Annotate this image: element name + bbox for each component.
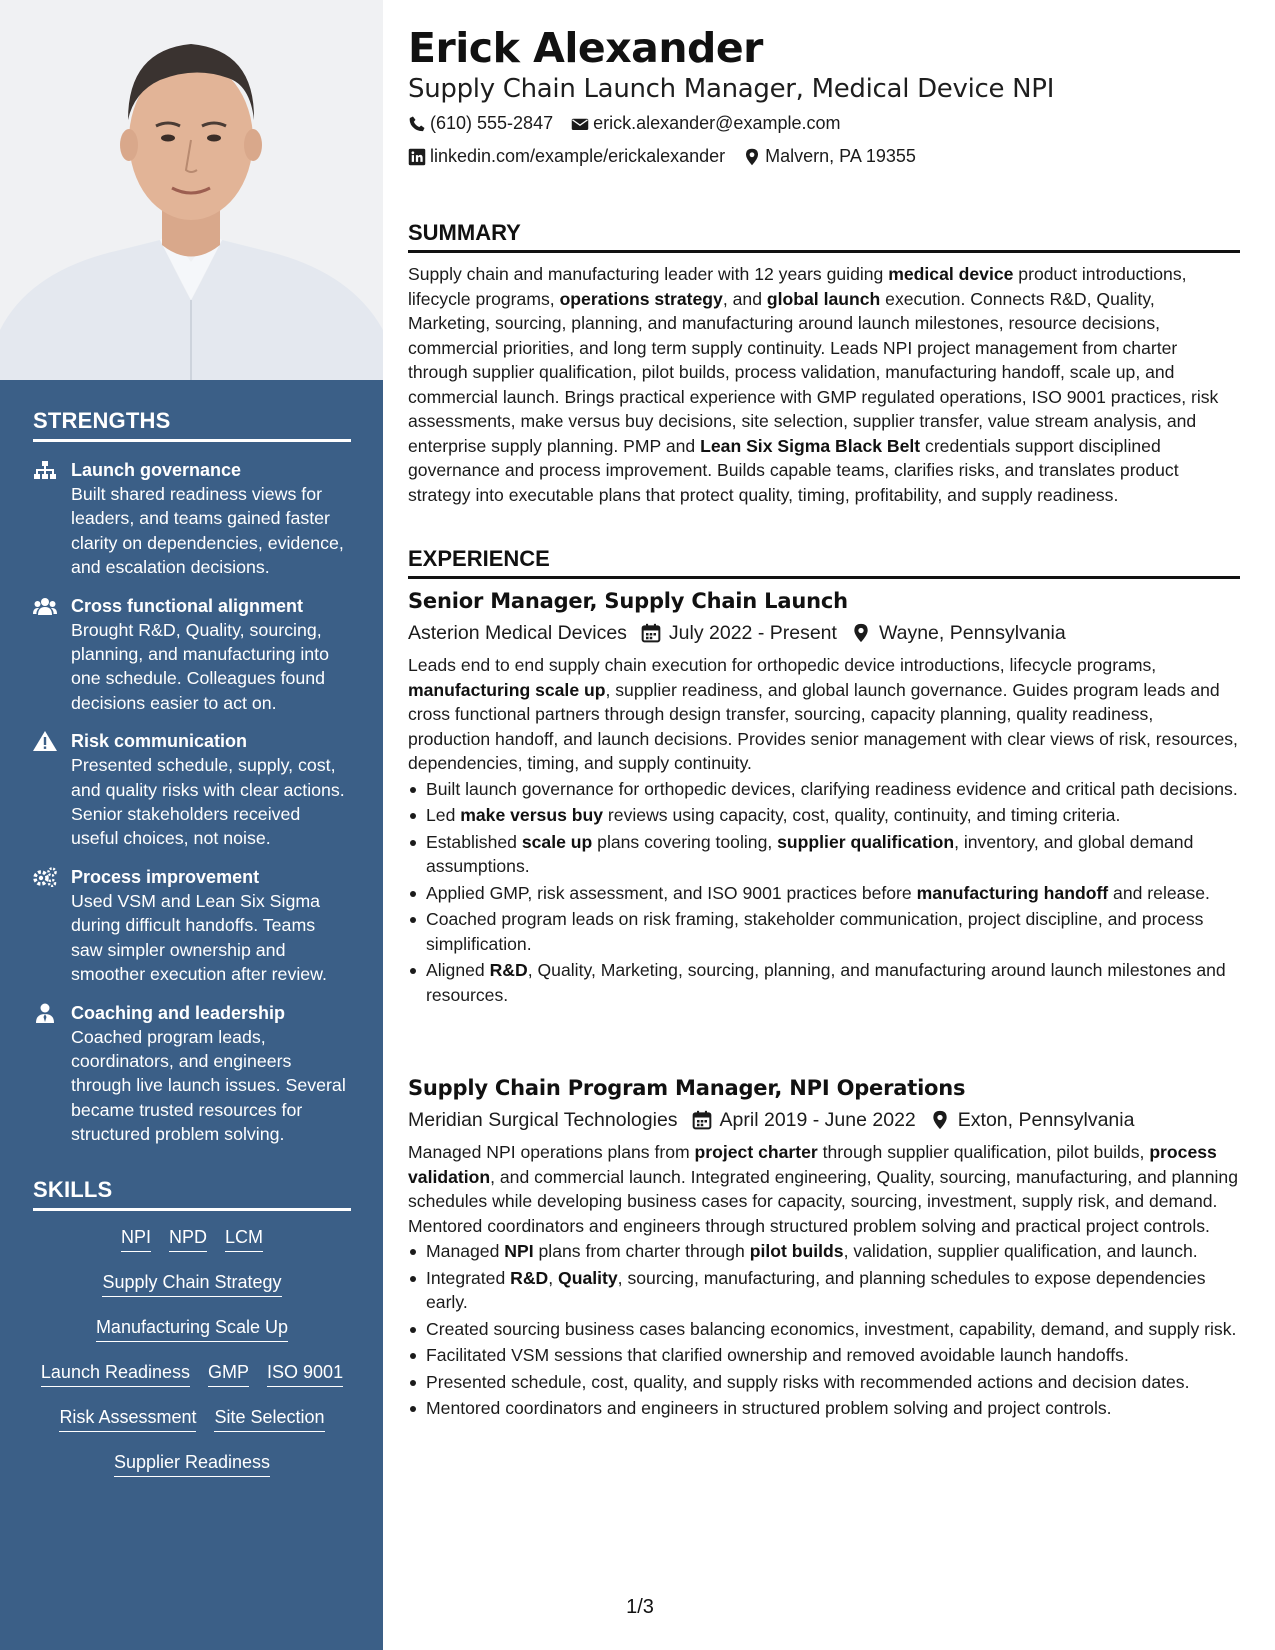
strength-desc: Presented schedule, supply, cost, and quality risks with clear actions. Senior stakeholders received useful choices, not noise.: [71, 755, 345, 849]
bullet-item: Created sourcing business cases balancing economics, investment, capability, demand, and supply risk.: [408, 1317, 1240, 1342]
bold-text: project charter: [694, 1142, 818, 1162]
job-entry: [408, 1073, 1240, 1423]
summary-heading: SUMMARY: [408, 220, 1240, 253]
bold-text: pilot builds: [749, 1241, 844, 1261]
job-company: [408, 1106, 678, 1134]
bold-text: process validation: [408, 1142, 1217, 1187]
skill-row: [33, 1359, 351, 1404]
skill-tag: Risk Assessment: [59, 1404, 196, 1432]
linkedin-text: linkedin.com/example/erickalexander: [430, 146, 726, 166]
strength-title: Launch governance: [71, 460, 242, 480]
strength-desc: Coached program leads, coordinators, and engineers through live launch issues. Several became trusted resources for structured problem solving.: [71, 1026, 346, 1145]
strength-item: [33, 729, 351, 851]
skills-section: [33, 1177, 351, 1494]
strength-item: [33, 458, 351, 580]
warning-icon: [33, 731, 57, 751]
job-title: Supply Chain Program Manager, NPI Operations: [408, 1076, 966, 1100]
bullet-item: Facilitated VSM sessions that clarified ownership and removed avoidable launch handoffs.: [408, 1343, 1240, 1368]
strength-item: [33, 1001, 351, 1147]
strengths-heading: STRENGTHS: [33, 408, 351, 442]
location-text: Wayne, Pennsylvania: [878, 622, 1066, 644]
company-text: Meridian Surgical Technologies: [408, 1109, 678, 1131]
bullet-item: Applied GMP, risk assessment, and ISO 9001 practices before manufacturing handoff and release.: [408, 881, 1240, 906]
job-dates: [641, 619, 837, 647]
bold-text: Lean Six Sigma Black Belt: [700, 435, 921, 456]
map-pin-icon: [930, 1110, 950, 1130]
skill-row: [33, 1269, 351, 1314]
gears-icon: [33, 867, 57, 887]
bullet-item: Managed NPI plans from charter through pilot builds, validation, supplier qualification, and launch.: [408, 1239, 1240, 1264]
skill-row: [33, 1314, 351, 1359]
bold-text: global launch: [766, 288, 881, 309]
summary-text: Supply chain and manufacturing leader with 12 years guiding medical device product introductions, lifecycle programs, operations strategy, and global launch execution. Connects R&D, Quality, Marketing, sourcing, planning, and manufacturing around launch milestones, resource decisions, commercial priorities, and long term supply continuity. Leads NPI project management from charter through supplier qualification, pilot builds, process validation, manufacturing handoff, scale up, and commercial launch. Brings practical experience with GMP regulated operations, ISO 9001 practices, risk assessments, make versus buy decisions, site selection, supplier transfer, value stream analysis, and enterprise supply planning. PMP and Lean Six Sigma Black Belt credentials support disciplined governance and process improvement. Builds capable teams, clarifies risks, and translates product strategy into executable plans that protect quality, timing, profitability, and supply readiness.: [408, 264, 1219, 505]
bold-text: Quality: [558, 1267, 618, 1288]
skill-tag: Supply Chain Strategy: [102, 1269, 281, 1297]
phone-icon: [408, 115, 426, 133]
bullet-item: Presented schedule, cost, quality, and supply risks with recommended actions and decision dates.: [408, 1370, 1240, 1395]
skill-tag: Site Selection: [214, 1404, 324, 1432]
candidate-name: Erick Alexander: [408, 24, 763, 72]
user-tie-icon: [33, 1003, 57, 1023]
skill-row: [33, 1224, 351, 1269]
skill-row: [33, 1449, 351, 1494]
job-description: Leads end to end supply chain execution for orthopedic device introductions, lifecycle programs, manufacturing scale up, supplier readiness, and global launch governance. Guides program leads and cross functional partners through design transfer, sourcing, capacity planning, quality readiness, production handoff, and launch decisions. Provides senior management with clear views of risk, resources, dependencies, timing, and supply continuity.: [408, 655, 1238, 773]
strength-title: Risk communication: [71, 731, 248, 752]
skill-tag: Manufacturing Scale Up: [96, 1314, 288, 1342]
strength-item: [33, 594, 351, 716]
bold-text: make versus buy: [460, 805, 604, 825]
location-text: Exton, Pennsylvania: [957, 1109, 1135, 1131]
map-pin-icon: [851, 623, 871, 643]
bullet-item: Established scale up plans covering tooling, supplier qualification, inventory, and global demand assumptions.: [408, 830, 1240, 879]
sidebar: [0, 0, 383, 1650]
skill-tag: Supplier Readiness: [114, 1449, 270, 1477]
experience-heading: EXPERIENCE: [408, 546, 1240, 579]
contact-linkedin[interactable]: [408, 146, 725, 167]
bullet-item: Integrated R&D, Quality, sourcing, manufacturing, and planning schedules to expose dependencies early.: [408, 1266, 1240, 1315]
bold-text: scale up: [521, 831, 593, 852]
bullet-item: Led make versus buy reviews using capacity, cost, quality, continuity, and timing criteria.: [408, 803, 1240, 828]
job-title: Senior Manager, Supply Chain Launch: [408, 589, 848, 613]
strength-desc: Used VSM and Lean Six Sigma during difficult handoffs. Teams saw simpler ownership and smoother execution after review.: [71, 890, 327, 985]
strength-title: Cross functional alignment: [71, 595, 304, 616]
job-meta: [408, 619, 1240, 647]
location-text: Malvern, PA 19355: [765, 146, 916, 166]
page-number: 1/3: [626, 1596, 654, 1618]
bold-text: manufacturing handoff: [916, 882, 1109, 903]
strengths-list: [33, 458, 351, 1147]
job-dates: [692, 1106, 916, 1134]
calendar-icon: [641, 623, 661, 643]
linkedin-icon: [408, 148, 426, 166]
skill-tag: GMP: [208, 1359, 249, 1387]
skill-tag: ISO 9001: [267, 1359, 343, 1387]
dates-text: July 2022 - Present: [668, 622, 837, 644]
strength-item: [33, 865, 351, 987]
skills-heading: SKILLS: [33, 1177, 351, 1211]
calendar-icon: [692, 1110, 712, 1130]
job-location: [930, 1106, 1135, 1134]
bold-text: medical device: [888, 264, 1014, 284]
bullet-item: Built launch governance for orthopedic devices, clarifying readiness evidence and critical path decisions.: [408, 777, 1240, 802]
bullet-item: Mentored coordinators and engineers in structured problem solving and project controls.: [408, 1396, 1240, 1421]
skill-tag: NPI: [121, 1224, 151, 1252]
job-meta: [408, 1106, 1240, 1134]
job-description: Managed NPI operations plans from project charter through supplier qualification, pilot builds, process validation, and commercial launch. Integrated engineering, Quality, sourcing, manufacturing, and planning schedules while developing business cases for capacity, sourcing, investment, supply risk, and demand. Mentored coordinators and engineers through structured problem solving and practical project controls.: [408, 1142, 1238, 1236]
candidate-headline: Supply Chain Launch Manager, Medical Device NPI: [408, 74, 1055, 104]
skill-row: [33, 1404, 351, 1449]
job-location: [851, 619, 1066, 647]
contact-location: [743, 146, 916, 167]
envelope-icon: [571, 115, 589, 133]
skill-tag: NPD: [169, 1224, 207, 1252]
bold-text: R&D: [489, 960, 528, 980]
strength-desc: Built shared readiness views for leaders, and teams gained faster clarity on dependencies, evidence, and escalation decisions.: [71, 484, 344, 578]
map-pin-icon: [743, 148, 761, 166]
skills-list: [33, 1224, 351, 1494]
contact-row: [408, 146, 934, 167]
contact-row: [408, 113, 858, 134]
skill-tag: Launch Readiness: [41, 1359, 190, 1387]
org-chart-icon: [33, 460, 57, 480]
sidebar-content: [33, 408, 351, 1494]
job-company: [408, 619, 627, 647]
bold-text: operations strategy: [559, 288, 723, 309]
company-text: Asterion Medical Devices: [408, 622, 627, 644]
job-bullets: [408, 777, 1240, 1008]
skill-tag: LCM: [225, 1224, 263, 1252]
phone-text: (610) 555-2847: [430, 113, 554, 133]
bold-text: supplier qualification: [777, 831, 955, 852]
users-icon: [33, 596, 57, 616]
job-entry: [408, 586, 1240, 1009]
job-bullets: [408, 1239, 1240, 1421]
bold-text: NPI: [504, 1241, 534, 1261]
bold-text: manufacturing scale up: [408, 679, 606, 700]
strength-title: Process improvement: [71, 866, 260, 887]
contact-email[interactable]: [571, 113, 840, 134]
email-text: erick.alexander@example.com: [593, 113, 841, 133]
bullet-item: Coached program leads on risk framing, stakeholder communication, project discipline, and process simplification.: [408, 907, 1240, 956]
bullet-item: Aligned R&D, Quality, Marketing, sourcing, planning, and manufacturing around launch milestones and resources.: [408, 958, 1240, 1007]
bold-text: R&D: [510, 1267, 549, 1288]
dates-text: April 2019 - June 2022: [719, 1109, 916, 1131]
strength-desc: Brought R&D, Quality, sourcing, planning, and manufacturing into one schedule. Colleagues found decisions easier to act on.: [71, 619, 330, 713]
profile-photo: [0, 0, 383, 380]
contact-phone[interactable]: [408, 113, 553, 134]
strength-title: Coaching and leadership: [71, 1002, 286, 1023]
